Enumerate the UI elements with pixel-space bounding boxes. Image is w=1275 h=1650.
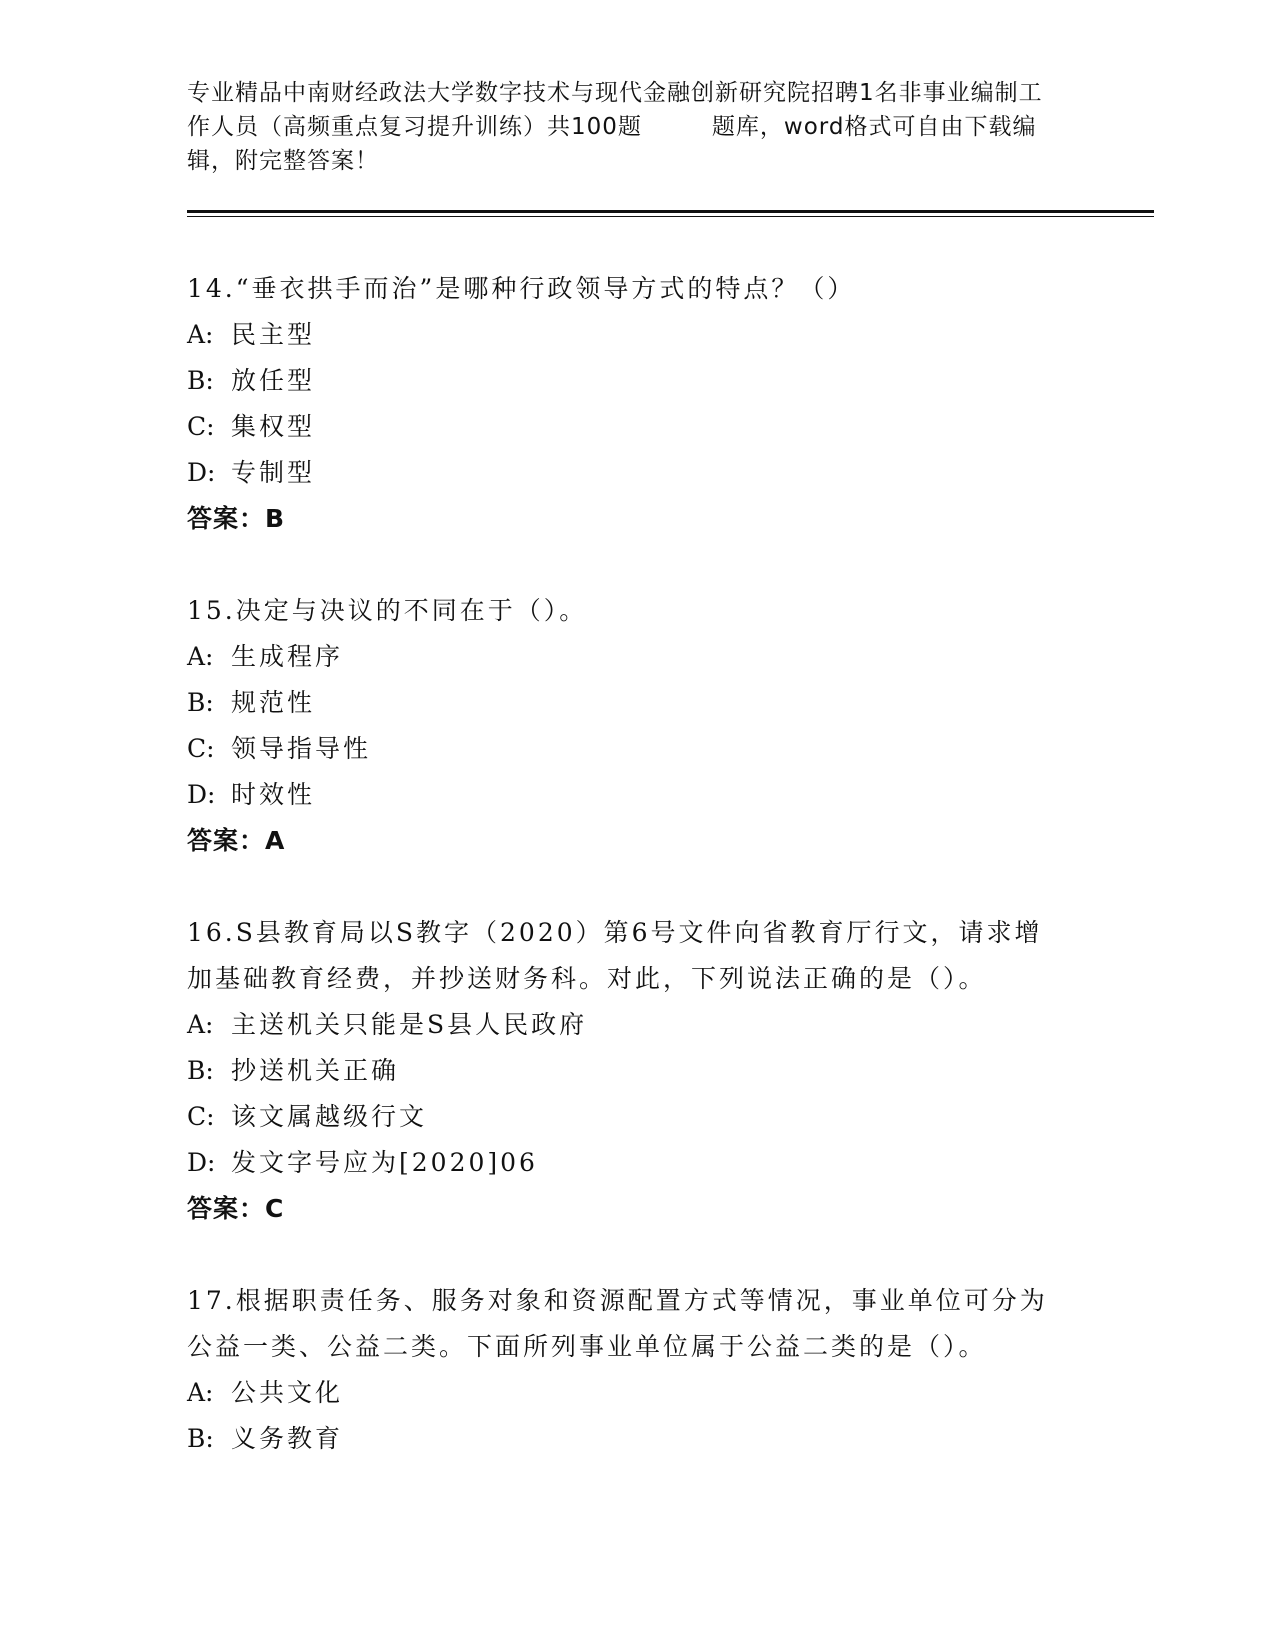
option-text: 公共文化 — [231, 1378, 344, 1407]
option-d — [187, 450, 1087, 496]
header-line-2 — [187, 110, 1087, 144]
question-14 — [187, 266, 1087, 542]
answer-line: 答案：B — [187, 504, 286, 533]
option-key: B: — [187, 1056, 214, 1085]
option-text: 领导指导性 — [231, 734, 372, 763]
option-b — [187, 1048, 1087, 1094]
option-key: A: — [187, 642, 214, 671]
header-divider-thin — [187, 216, 1154, 217]
question-17 — [187, 1278, 1087, 1462]
option-key: A: — [187, 1378, 214, 1407]
option-b — [187, 680, 1087, 726]
option-text: 抄送机关正确 — [231, 1056, 400, 1085]
option-c — [187, 726, 1087, 772]
option-key: A: — [187, 320, 214, 349]
header-line-1: 专业精品中南财经政法大学数字技术与现代金融创新研究院招聘1名非事业编制工 — [187, 80, 1043, 106]
option-c — [187, 1094, 1087, 1140]
header-line-2a: 作人员（高频重点复习提升训练）共100题 — [187, 114, 642, 140]
option-key: A: — [187, 1010, 214, 1039]
option-text: 发文字号应为[2020]06 — [231, 1148, 538, 1177]
question-16 — [187, 910, 1087, 1232]
question-stem-line-1: 16.S县教育局以S教字（2020）第6号文件向省教育厅行文，请求增 — [187, 918, 1043, 947]
option-text: 义务教育 — [231, 1424, 344, 1453]
option-text: 民主型 — [231, 320, 316, 349]
option-key: D: — [187, 780, 216, 809]
option-key: B: — [187, 1424, 214, 1453]
option-text: 生成程序 — [231, 642, 344, 671]
option-text: 集权型 — [231, 412, 316, 441]
header-divider-thick — [187, 210, 1154, 213]
option-a — [187, 1002, 1087, 1048]
option-b — [187, 1416, 1087, 1462]
option-key: C: — [187, 734, 215, 763]
option-a — [187, 312, 1087, 358]
header-line-3: 辑，附完整答案！ — [187, 148, 379, 174]
question-stem-line-2: 加基础教育经费，并抄送财务科。对此，下列说法正确的是（）。 — [187, 964, 987, 993]
option-d — [187, 772, 1087, 818]
option-b — [187, 358, 1087, 404]
question-stem-line-2: 公益一类、公益二类。下面所列事业单位属于公益二类的是（）。 — [187, 1332, 987, 1361]
option-key: D: — [187, 1148, 216, 1177]
option-key: B: — [187, 366, 214, 395]
option-a — [187, 1370, 1087, 1416]
option-d — [187, 1140, 1087, 1186]
option-key: B: — [187, 688, 214, 717]
answer-line: 答案：A — [187, 826, 286, 855]
answer-line: 答案：C — [187, 1194, 285, 1223]
option-key: C: — [187, 412, 215, 441]
question-stem: 15.决定与决议的不同在于（）。 — [187, 596, 588, 625]
question-15 — [187, 588, 1087, 864]
option-key: C: — [187, 1102, 215, 1131]
option-text: 时效性 — [231, 780, 316, 809]
option-key: D: — [187, 458, 216, 487]
option-text: 该文属越级行文 — [231, 1102, 428, 1131]
question-stem: 14.“垂衣拱手而治”是哪种行政领导方式的特点？（） — [187, 274, 856, 303]
header-line-2b: 题库，word格式可自由下载编 — [711, 114, 1037, 140]
option-c — [187, 404, 1087, 450]
document-header — [187, 76, 1087, 178]
option-text: 主送机关只能是S县人民政府 — [231, 1010, 588, 1039]
option-a — [187, 634, 1087, 680]
option-text: 放任型 — [231, 366, 316, 395]
option-text: 规范性 — [231, 688, 316, 717]
option-text: 专制型 — [231, 458, 316, 487]
question-list — [187, 266, 1087, 1508]
question-stem-line-1: 17.根据职责任务、服务对象和资源配置方式等情况，事业单位可分为 — [187, 1286, 1048, 1315]
